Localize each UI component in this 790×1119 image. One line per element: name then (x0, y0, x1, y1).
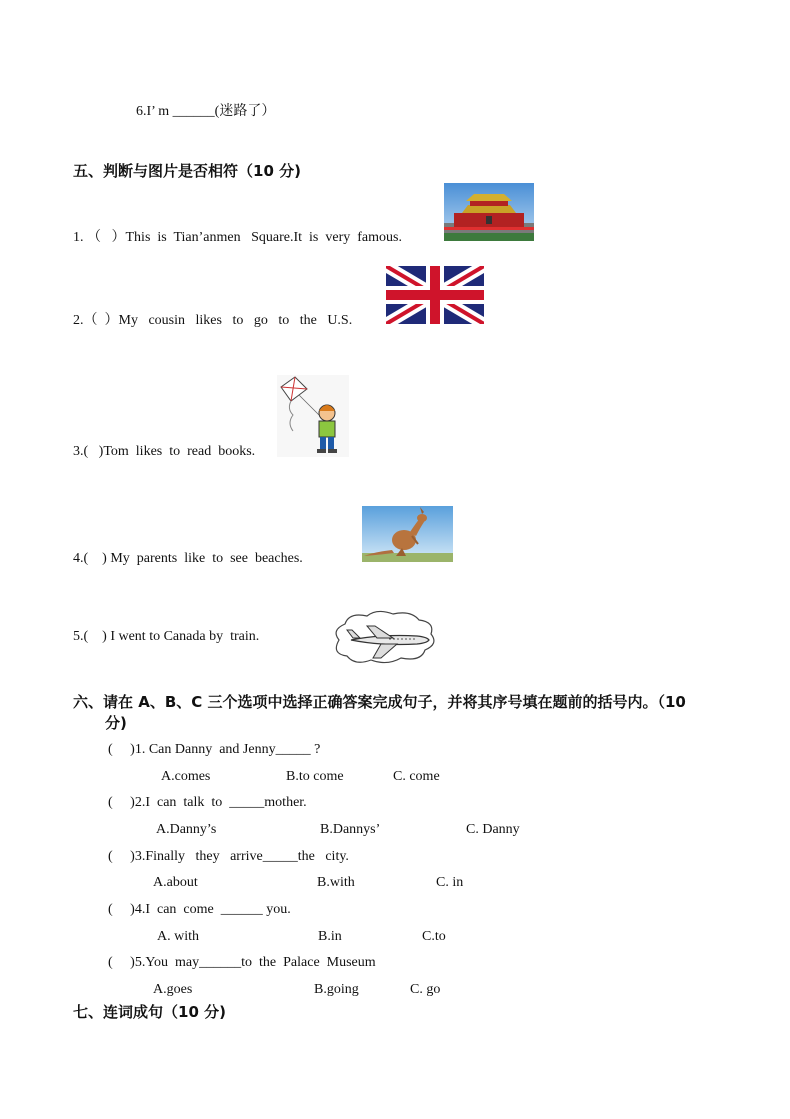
uk-flag-icon (386, 266, 484, 324)
s6-q3-option-c: C. in (436, 875, 464, 890)
kangaroo-icon (362, 506, 453, 562)
s6-q4-option-a: A. with (157, 929, 199, 944)
s6-q2-option-a: A.Danny’s (156, 822, 217, 837)
airplane-icon (329, 610, 439, 668)
s5-item-3: 3.( )Tom likes to read books. (73, 444, 256, 459)
section-5-title: 五、判断与图片是否相符（10 分) (73, 162, 301, 180)
s5-item-1: 1. （ ）This is Tian’anmen Square.It is very famous. (73, 230, 402, 245)
s6-q1-option-b: B.to come (286, 769, 344, 784)
s6-q5-option-a: A.goes (153, 982, 193, 997)
s6-q5-option-c: C. go (410, 982, 441, 997)
s6-q4-option-b: B.in (318, 929, 342, 944)
s6-q3-stem: ( )3.Finally they arrive_____the city. (108, 849, 349, 864)
s5-item-5: 5.( ) I went to Canada by train. (73, 629, 260, 644)
s6-q5-option-b: B.going (314, 982, 359, 997)
tiananmen-icon (444, 183, 534, 241)
s5-item-2: 2.（ ）My cousin likes to go to the U.S. (73, 313, 353, 328)
previous-item-6: 6.I’ m ______(迷路了） (136, 104, 276, 119)
boy-kite-icon (277, 375, 349, 457)
s6-q2-option-c: C. Danny (466, 822, 520, 837)
s6-q3-option-a: A.about (153, 875, 198, 890)
section-7-title: 七、连词成句（10 分) (73, 1003, 226, 1021)
s6-q3-option-b: B.with (317, 875, 355, 890)
s6-q4-stem: ( )4.I can come ______ you. (108, 902, 291, 917)
s6-q2-stem: ( )2.I can talk to _____mother. (108, 795, 307, 810)
section-6-title-line-1: 六、请在 A、B、C 三个选项中选择正确答案完成句子，并将其序号填在题前的括号内。（10 (73, 693, 686, 711)
s6-q1-option-a: A.comes (161, 769, 211, 784)
s6-q2-option-b: B.Dannys’ (320, 822, 381, 837)
s6-q1-stem: ( )1. Can Danny and Jenny_____ ? (108, 742, 321, 757)
s6-q5-stem: ( )5.You may______to the Palace Museum (108, 955, 376, 970)
s6-q4-option-c: C.to (422, 929, 446, 944)
s5-item-4: 4.( ) My parents like to see beaches. (73, 551, 303, 566)
s6-q1-option-c: C. come (393, 769, 440, 784)
section-6-title-line-2: 分) (105, 714, 127, 732)
